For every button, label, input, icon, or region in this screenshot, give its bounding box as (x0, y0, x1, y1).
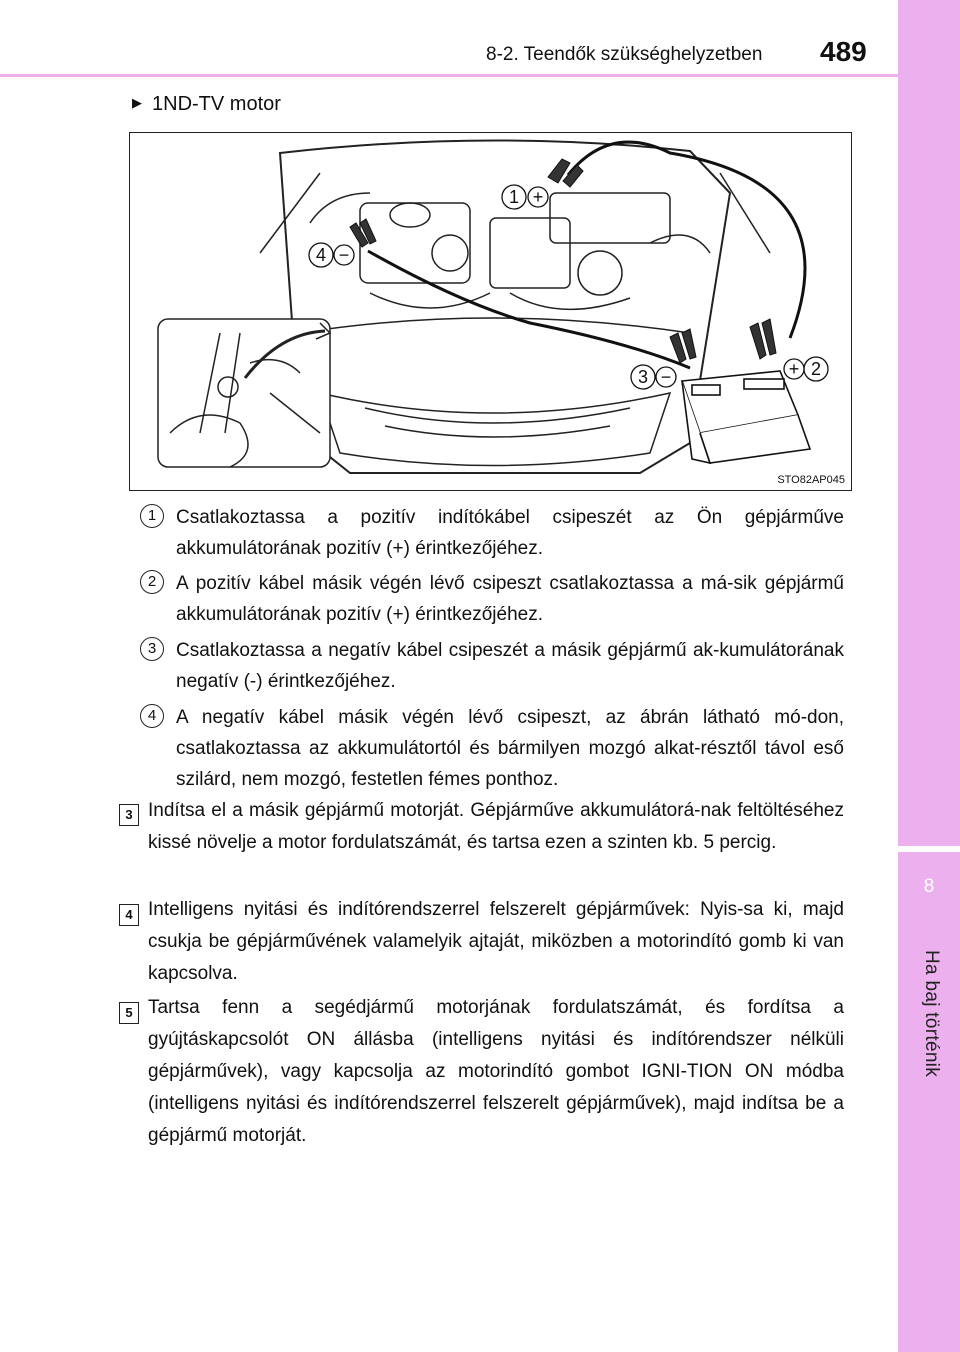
chapter-number: 8 (923, 876, 935, 897)
engine-heading (132, 93, 281, 116)
figure-id: STO82AP045 (777, 474, 845, 486)
substep-text: Csatlakoztassa a pozitív indítókábel csipeszét az Ön gépjárműve akkumulátorának pozitív (+) érintkezőjéhez. (176, 507, 844, 559)
plus-sign-2: + (788, 359, 800, 379)
engine-bay-drawing (130, 133, 852, 491)
substep-number: 2 (140, 570, 164, 594)
substep-number: 1 (140, 504, 164, 528)
callout-1: 1 (508, 187, 520, 207)
step-number: 4 (119, 904, 139, 926)
step-text: Indítsa el a másik gépjármű motorját. Gépjárműve akkumulátorá-nak feltöltéséhez kissé növelje a motor fordulatszámát, és tartsa ezen a szinten kb. 5 percig. (148, 800, 844, 853)
section-title: 8-2. Teendők szükséghelyzetben (486, 44, 763, 65)
step-number: 3 (119, 804, 139, 826)
substep-number: 3 (140, 637, 164, 661)
substep-number: 4 (140, 704, 164, 728)
callout-2: 2 (810, 359, 822, 379)
callout-4: 4 (315, 245, 327, 265)
triangle-bullet-icon: ▶ (132, 95, 142, 110)
substep-text: A pozitív kábel másik végén lévő csipeszt csatlakoztassa a má-sik gépjármű akkumulátorának pozitív (+) érintkezőjéhez. (176, 573, 844, 625)
substep-text: Csatlakoztassa a negatív kábel csipeszét a másik gépjármű ak-kumulátorának negatív (-) érintkezőjéhez. (176, 640, 844, 692)
side-tab-divider (898, 846, 960, 852)
callout-3: 3 (637, 367, 649, 387)
substep-text: A negatív kábel másik végén lévő csipeszt, az ábrán látható mó-don, csatlakoztassa az akkumulátortól és bármilyen mozgó alkat-résztől távol eső szilárd, nem mozgó, festetlen fémes ponthoz. (176, 707, 844, 790)
chapter-title: Ha baj történik (921, 950, 942, 1078)
header-divider (0, 74, 898, 77)
engine-heading-text: 1ND-TV motor (152, 93, 281, 115)
chapter-side-tab (898, 0, 960, 1352)
step-number: 5 (119, 1002, 139, 1024)
jump-start-illustration (129, 132, 852, 491)
minus-sign-4: − (338, 245, 350, 265)
minus-sign-3: − (660, 367, 672, 387)
page-number: 489 (820, 36, 867, 67)
step-text: Tartsa fenn a segédjármű motorjának fordulatszámát, és fordítsa a gyújtáskapcsolót ON állásba (intelligens nyitási és indítórendszer nélküli gépjárművek), vagy kapcsolja az motorindító gombot IGNI-TION ON módba (intelligens nyitási és indítórendszerrel felszerelt gépjárművek), majd indítsa be a gépjármű motorját. (148, 997, 844, 1146)
step-text: Intelligens nyitási és indítórendszerrel felszerelt gépjárművek: Nyis-sa ki, majd csukja be gépjárművének valamelyik ajtaját, miközben a motorindító gomb ki van kapcsolva. (148, 899, 844, 984)
plus-sign-1: + (532, 187, 544, 207)
